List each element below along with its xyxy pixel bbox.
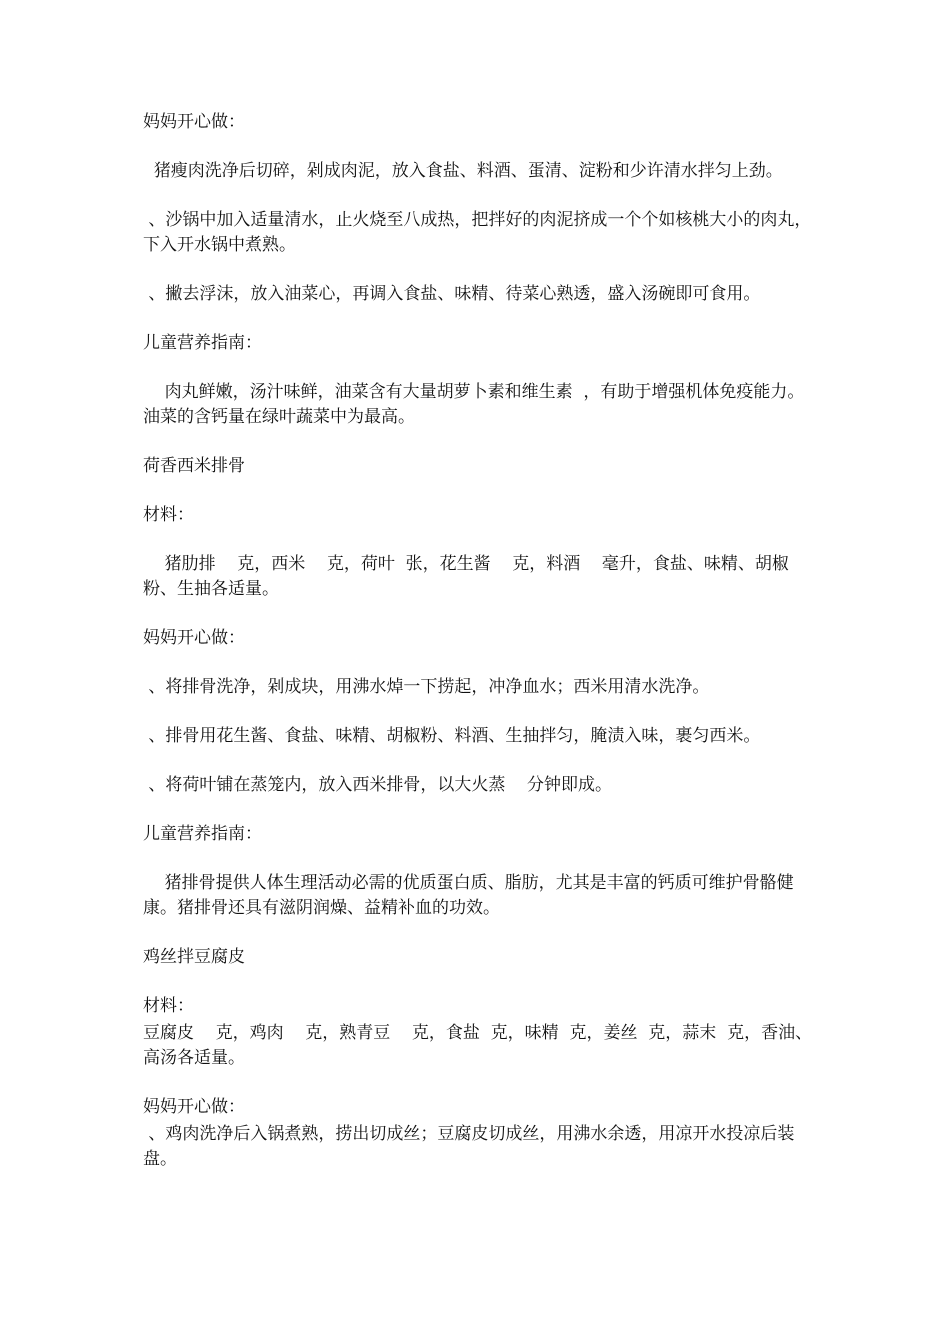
section-heading-nutrition: 儿童营养指南： bbox=[143, 333, 262, 353]
section-heading-nutrition: 儿童营养指南： bbox=[143, 824, 262, 844]
section-heading-method: 妈妈开心做： bbox=[143, 112, 245, 132]
ingredients-text: 猪肋排 克，西米 克，荷叶 张，花生酱 克，料酒 毫升，食盐、味精、胡椒粉、生抽各适量。 bbox=[143, 554, 789, 599]
nutrition-text: 猪排骨提供人体生理活动必需的优质蛋白质、脂肪，尤其是丰富的钙质可维护骨骼健康。猪排骨还具有滋阴润燥、益精补血的功效。 bbox=[143, 873, 794, 918]
section-heading-method: 妈妈开心做： bbox=[143, 628, 245, 648]
recipe-step: 猪瘦肉洗净后切碎，剁成肉泥，放入食盐、料酒、蛋清、淀粉和少许清水拌匀上劲。 bbox=[143, 161, 783, 181]
section-heading-ingredients: 材料： bbox=[143, 505, 194, 525]
nutrition-text: 肉丸鲜嫩，汤汁味鲜，油菜含有大量胡萝卜素和维生素 ，有助于增强机体免疫能力。油菜的含钙量在绿叶蔬菜中为最高。 bbox=[143, 382, 805, 427]
recipe-title: 荷香西米排骨 bbox=[143, 456, 245, 476]
section-heading-ingredients: 材料： bbox=[143, 996, 194, 1016]
recipe-step: 、鸡肉洗净后入锅煮熟，捞出切成丝；豆腐皮切成丝，用沸水余透，用凉开水投凉后装盘。 bbox=[143, 1124, 795, 1169]
recipe-step: 、沙锅中加入适量清水，止火烧至八成热，把拌好的肉泥挤成一个个如核桃大小的肉丸，下入开水锅中煮熟。 bbox=[143, 210, 812, 255]
section-heading-method: 妈妈开心做： bbox=[143, 1097, 245, 1117]
recipe-step: 、将排骨洗净，剁成块，用沸水焯一下捞起，冲净血水；西米用清水洗净。 bbox=[143, 677, 710, 697]
recipe-step: 、排骨用花生酱、食盐、味精、胡椒粉、料酒、生抽拌匀，腌渍入味，裹匀西米。 bbox=[143, 726, 761, 746]
ingredients-text: 豆腐皮 克，鸡肉 克，熟青豆 克，食盐 克，味精 克，姜丝 克，蒜末 克，香油、高汤各适量。 bbox=[143, 1023, 813, 1068]
recipe-title: 鸡丝拌豆腐皮 bbox=[143, 947, 245, 967]
recipe-step: 、将荷叶铺在蒸笼内，放入西米排骨，以大火蒸 分钟即成。 bbox=[143, 775, 613, 795]
document-body bbox=[143, 110, 813, 1172]
recipe-step: 、撇去浮沫，放入油菜心，再调入食盐、味精、待菜心熟透，盛入汤碗即可食用。 bbox=[143, 284, 761, 304]
